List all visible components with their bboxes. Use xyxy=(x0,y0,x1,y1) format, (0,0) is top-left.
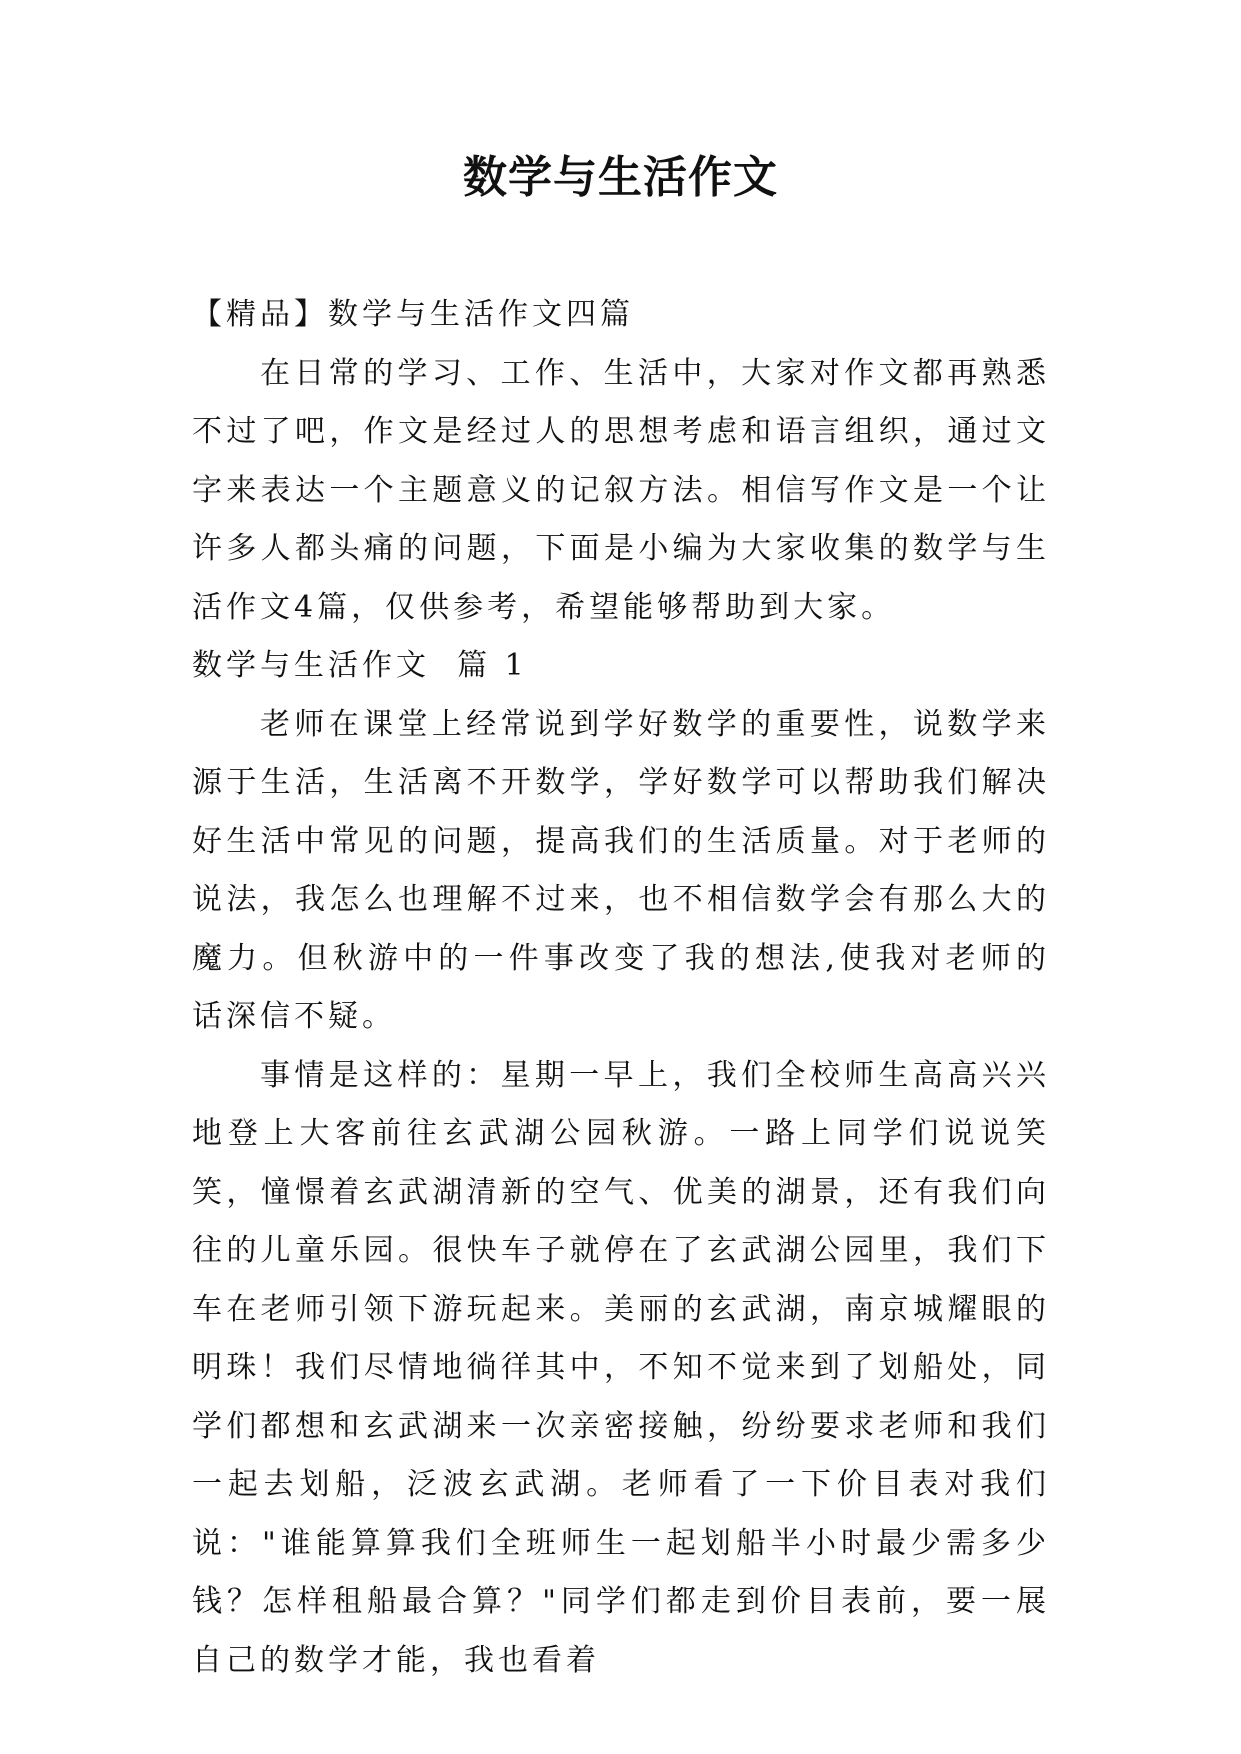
body-paragraph-1: 老师在课堂上经常说到学好数学的重要性，说数学来源于生活，生活离不开数学，学好数学可以帮助我们解决好生活中常见的问题，提高我们的生活质量。对于老师的说法，我怎么也理解不过来，也不相信数学会有那么大的魔力。但秋游中的一件事改变了我的想法,使我对老师的话深信不疑。 xyxy=(192,706,1050,1034)
document-subtitle: 【精品】数学与生活作文四篇 xyxy=(192,297,634,332)
document-body xyxy=(192,286,1050,1690)
body-paragraph-2: 事情是这样的：星期一早上，我们全校师生高高兴兴地登上大客前往玄武湖公园秋游。一路上同学们说说笑笑，憧憬着玄武湖清新的空气、优美的湖景，还有我们向往的儿童乐园。很快车子就停在了玄武湖公园里，我们下车在老师引领下游玩起来。美丽的玄武湖，南京城耀眼的明珠！我们尽情地徜徉其中，不知不觉来到了划船处，同学们都想和玄武湖来一次亲密接触，纷纷要求老师和我们一起去划船，泛波玄武湖。老师看了一下价目表对我们说："谁能算算我们全班师生一起划船半小时最少需多少钱？怎样租船最合算？"同学们都走到价目表前，要一展自己的数学才能，我也看着 xyxy=(192,1057,1050,1678)
document-title: 数学与生活作文 xyxy=(463,152,778,203)
intro-paragraph: 在日常的学习、工作、生活中，大家对作文都再熟悉不过了吧，作文是经过人的思想考虑和语言组织，通过文字来表达一个主题意义的记叙方法。相信写作文是一个让许多人都头痛的问题，下面是小编为大家收集的数学与生活作文4篇，仅供参考，希望能够帮助到大家。 xyxy=(192,355,1050,625)
section-heading: 数学与生活作文 篇 1 xyxy=(192,648,528,683)
